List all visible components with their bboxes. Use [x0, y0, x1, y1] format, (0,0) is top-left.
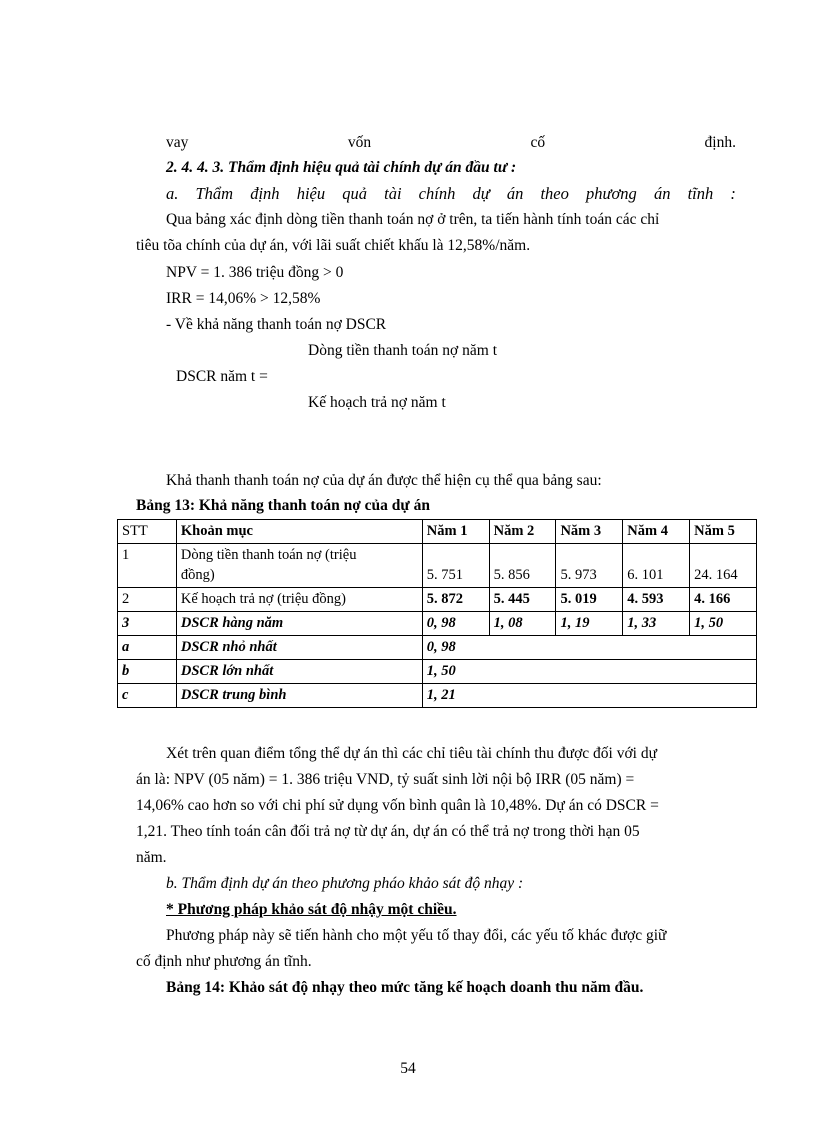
value-cell: 1, 08	[489, 612, 556, 636]
word: cố	[530, 134, 546, 151]
value-cell: 0, 98	[422, 612, 489, 636]
value-cell: 5. 445	[489, 588, 556, 612]
word: định	[250, 184, 280, 203]
npv-line: NPV = 1. 386 triệu đồng > 0	[166, 264, 344, 281]
value-cell: 4. 166	[690, 588, 757, 612]
item-line-1: Dòng tiền thanh toán nợ (triệu	[180, 547, 357, 563]
table-14-title: Bảng 14: Khảo sát độ nhạy theo mức tăng kế hoạch doanh thu năm đầu.	[166, 979, 644, 996]
value-cell: 5. 751	[422, 544, 489, 588]
word: án	[506, 184, 524, 203]
table-header-row	[118, 520, 757, 544]
paragraph-line: 1,21. Theo tính toán cân đối trả nợ từ dự án, dự án có thể trả nợ trong thời hạn 05	[136, 823, 640, 840]
word: theo	[540, 184, 569, 203]
header-cell: Năm 3	[556, 520, 623, 544]
paragraph-line: Qua bảng xác định dòng tiền thanh toán nợ ở trên, ta tiến hành tính toán các chỉ	[166, 211, 660, 228]
subheading-b: b. Thẩm định dự án theo phương pháo khảo sát độ nhạy :	[166, 875, 524, 892]
stt-cell: a	[118, 636, 177, 660]
table-row	[118, 588, 757, 612]
table-row	[118, 544, 757, 588]
formula-lhs: DSCR năm t =	[176, 368, 268, 385]
table-intro: Khả thanh thanh toán nợ của dự án được thể hiện cụ thể qua bảng sau:	[166, 472, 602, 489]
paragraph-line: 14,06% cao hơn so với chi phí sử dụng vốn bình quân là 10,48%. Dự án có DSCR =	[136, 797, 659, 814]
word: phương	[586, 184, 637, 203]
section-heading-2443: 2. 4. 4. 3. Thẩm định hiệu quả tài chính dự án đầu tư :	[166, 159, 517, 176]
header-cell: STT	[118, 520, 177, 544]
value-cell: 0, 98	[422, 636, 756, 660]
paragraph-line: năm.	[136, 849, 167, 866]
value-cell: 6. 101	[623, 544, 690, 588]
method-heading: * Phương pháp khảo sát độ nhậy một chiều.	[166, 901, 457, 918]
header-cell: Năm 1	[422, 520, 489, 544]
stt-cell: c	[118, 684, 177, 708]
header-cell: Năm 4	[623, 520, 690, 544]
stt-cell: 2	[118, 588, 177, 612]
stt-cell: 3	[118, 612, 177, 636]
dscr-heading: - Về khả năng thanh toán nợ DSCR	[166, 316, 387, 333]
item-cell: DSCR hàng năm	[176, 612, 422, 636]
formula-numerator: Dòng tiền thanh toán nợ năm t	[308, 342, 497, 359]
item-cell: Kế hoạch trả nợ (triệu đồng)	[176, 588, 422, 612]
table-13	[117, 519, 757, 708]
word: a.	[166, 184, 179, 203]
value-cell: 5. 019	[556, 588, 623, 612]
item-cell: DSCR trung bình	[176, 684, 422, 708]
value-cell: 5. 856	[489, 544, 556, 588]
value-cell: 1, 33	[623, 612, 690, 636]
paragraph-line: Xét trên quan điểm tổng thể dự án thì các chỉ tiêu tài chính thu được đối với dự	[166, 745, 657, 762]
table-row	[118, 636, 757, 660]
value-cell: 1, 19	[556, 612, 623, 636]
word: vốn	[347, 134, 372, 151]
header-cell: Năm 2	[489, 520, 556, 544]
table-row	[118, 660, 757, 684]
item-cell	[176, 544, 422, 588]
word: định.	[704, 134, 736, 151]
value-cell: 1, 50	[422, 660, 756, 684]
word: án	[653, 184, 671, 203]
word: vay	[166, 134, 189, 151]
word: tài	[384, 184, 402, 203]
value-cell: 4. 593	[623, 588, 690, 612]
value-cell: 24. 164	[690, 544, 757, 588]
paragraph-line: Phương pháp này sẽ tiến hành cho một yếu tố thay đổi, các yếu tố khác được giữ	[166, 927, 667, 944]
value-cell: 5. 872	[422, 588, 489, 612]
word: Thẩm	[195, 184, 234, 203]
word: hiệu	[296, 184, 326, 203]
word: dự	[472, 184, 490, 203]
item-line-2: đồng)	[180, 567, 215, 583]
page-number: 54	[400, 1060, 416, 1077]
subheading-a	[166, 184, 736, 204]
irr-line: IRR = 14,06% > 12,58%	[166, 290, 321, 307]
formula-denominator: Kế hoạch trả nợ năm t	[308, 394, 446, 411]
value-cell: 1, 21	[422, 684, 756, 708]
word: quả	[342, 184, 367, 203]
table-row	[118, 612, 757, 636]
value-cell: 5. 973	[556, 544, 623, 588]
value-cell: 1, 50	[690, 612, 757, 636]
word: tĩnh	[687, 184, 714, 203]
word: :	[730, 184, 736, 203]
stt-cell: 1	[118, 544, 177, 588]
paragraph-line: án là: NPV (05 năm) = 1. 386 triệu VND, tỷ suất sinh lời nội bộ IRR (05 năm) =	[136, 771, 635, 788]
text-line-top	[166, 133, 736, 153]
item-cell: DSCR lớn nhất	[176, 660, 422, 684]
header-cell: Khoản mục	[176, 520, 422, 544]
stt-cell: b	[118, 660, 177, 684]
table-13-title: Bảng 13: Khả năng thanh toán nợ của dự án	[136, 497, 430, 514]
paragraph-line: cố định như phương án tĩnh.	[136, 953, 312, 970]
item-cell: DSCR nhỏ nhất	[176, 636, 422, 660]
word: chính	[418, 184, 456, 203]
header-cell: Năm 5	[690, 520, 757, 544]
table-row	[118, 684, 757, 708]
paragraph-line: tiêu tõa chính của dự án, với lãi suất chiết khấu là 12,58%/năm.	[136, 237, 531, 254]
